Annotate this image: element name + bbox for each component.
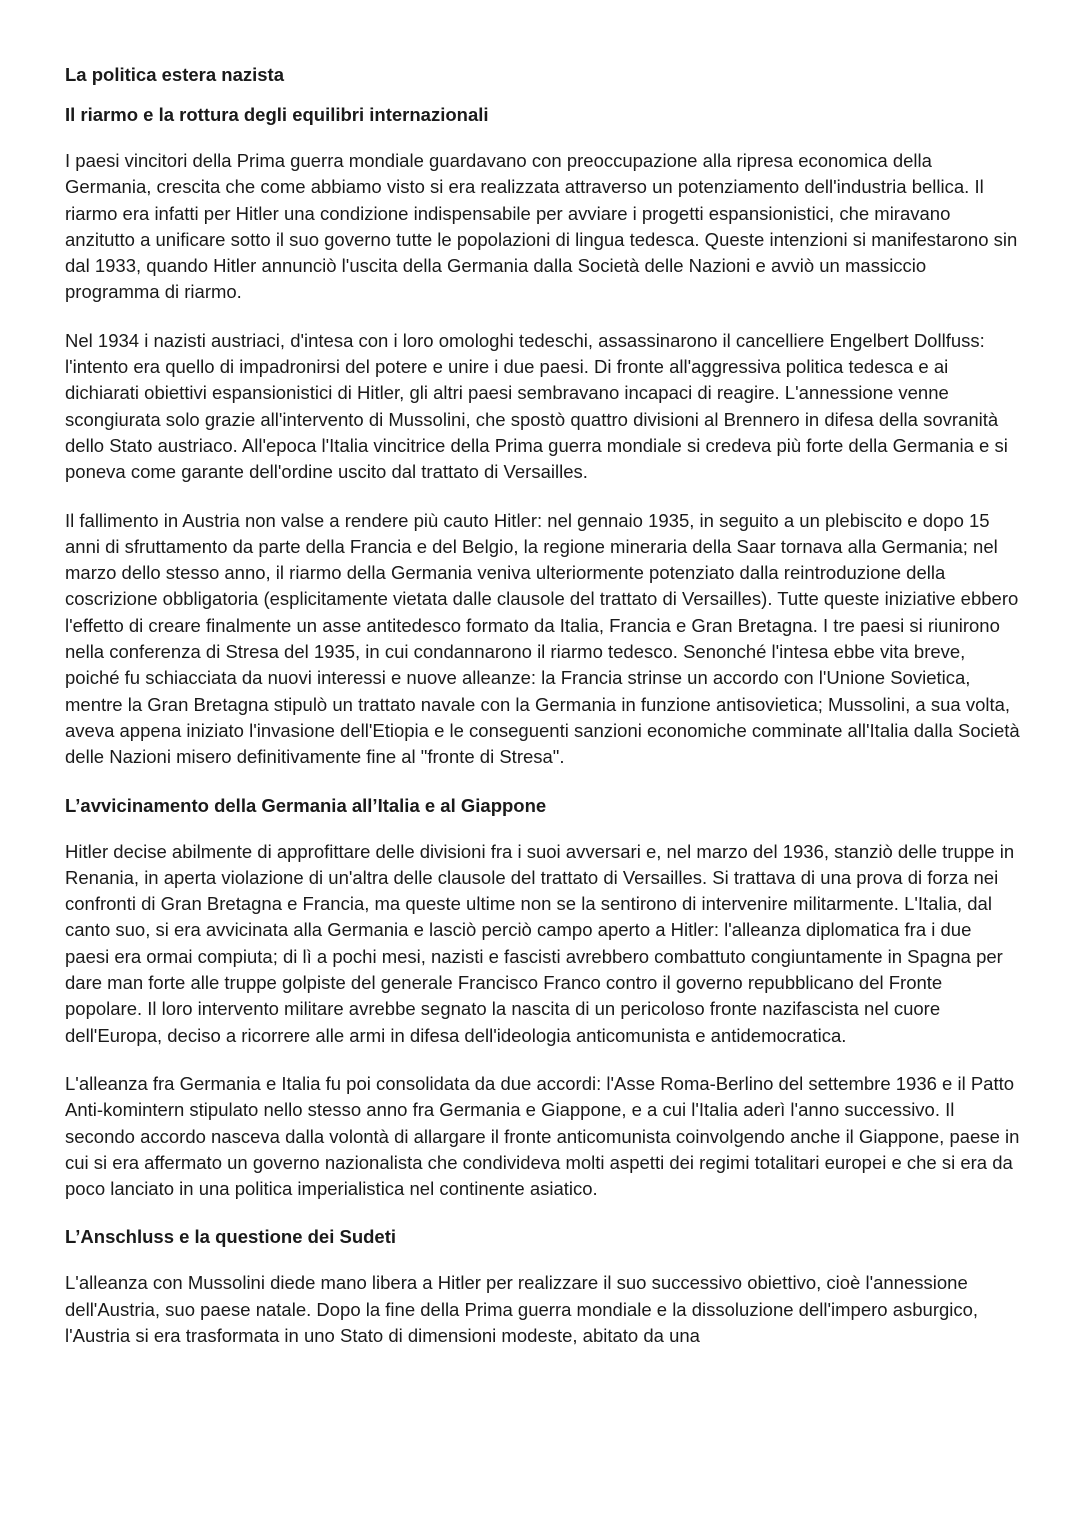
- paragraph: L'alleanza fra Germania e Italia fu poi consolidata da due accordi: l'Asse Roma-Berlino del settembre 1936 e il Patto Anti-komintern stipulato nello stesso anno fra Germania e Giappone, e a cui l'Italia aderì l'anno successivo. Il secondo accordo nasceva dalla volontà di allargare il fronte anticomunista coinvolgendo anche il Giappone, paese in cui si era affermato un governo nazionalista che condivideva molti aspetti dei regimi totalitari europei e che si era da poco lanciato in una politica imperialistica nel continente asiatico.: [65, 1072, 1020, 1200]
- section-riarmo: [65, 102, 1020, 771]
- paragraph: L'alleanza con Mussolini diede mano libera a Hitler per realizzare il suo successivo obiettivo, cioè l'annessione dell'Austria, suo paese natale. Dopo la fine della Prima guerra mondiale e la dissoluzione dell'impero asburgico, l'Austria si era trasformata in uno Stato di dimensioni modeste, abitato da una: [65, 1272, 979, 1346]
- section-heading: L’avvicinamento della Germania all’Italia e al Giappone: [65, 794, 547, 816]
- section-heading: Il riarmo e la rottura degli equilibri internazionali: [65, 104, 489, 125]
- document-page: [65, 62, 1020, 1371]
- paragraph: I paesi vincitori della Prima guerra mondiale guardavano con preoccupazione alla ripresa economica della Germania, crescita che come abbiamo visto si era realizzata attraverso un potenziamento dell'industria bellica. Il riarmo era infatti per Hitler una condizione indispensabile per avviare i progetti espansionistici, che miravano anzitutto a unificare sotto il suo governo tutte le popolazioni di lingua tedesca. Queste intenzioni si manifestarono sin dal 1933, quando Hitler annunciò l'uscita della Germania dalla Società delle Nazioni e avviò un massiccio programma di riarmo.: [65, 150, 1018, 303]
- paragraph: Nel 1934 i nazisti austriaci, d'intesa con i loro omologhi tedeschi, assassinarono il cancelliere Engelbert Dollfuss: l'intento era quello di impadronirsi del potere e unire i due paesi. Di fronte all'aggressiva politica tedesca e ai dichiarati obiettivi espansionistici di Hitler, gli altri paesi sembravano incapaci di reagire. L'annessione venne scongiurata solo grazie all'intervento di Mussolini, che spostò quattro divisioni al Brennero in difesa della sovranità dello Stato austriaco. All'epoca l'Italia vincitrice della Prima guerra mondiale si credeva più forte della Germania e si poneva come garante dell'ordine uscito dal trattato di Versailles.: [65, 329, 1008, 483]
- section-avvicinamento: [65, 793, 1020, 1203]
- paragraph: Hitler decise abilmente di approfittare delle divisioni fra i suoi avversari e, nel marzo del 1936, stanziò delle truppe in Renania, in aperta violazione di un'altra delle clausole del trattato di Versailles. Si trattava di una prova di forza nei confronti di Gran Bretagna e Francia, ma queste ultime non se la sentirono di intervenire militarmente. L'Italia, dal canto suo, si era avvicinata alla Germania e lasciò perciò campo aperto a Hitler: l'alleanza diplomatica fra i due paesi era ormai compiuta; di lì a pochi mesi, nazisti e fascisti avrebbero combattuto congiuntamente in Spagna per dare man forte alle truppe golpiste del generale Francisco Franco contro il governo repubblicano del Fronte popolare. Il loro intervento militare avrebbe segnato la nascita di un pericoloso fronte nazifascista nel cuore dell'Europa, deciso a ricorrere alle armi in difesa dell'ideologia anticomunista e antidemocratica.: [65, 840, 1015, 1046]
- document-title: La politica estera nazista: [65, 64, 285, 85]
- section-heading: L’Anschluss e la questione dei Sudeti: [65, 1226, 397, 1248]
- paragraph: Il fallimento in Austria non valse a rendere più cauto Hitler: nel gennaio 1935, in seguito a un plebiscito e dopo 15 anni di sfruttamento da parte della Francia e del Belgio, la regione mineraria della Saar tornava alla Germania; nel marzo dello stesso anno, il riarmo della Germania veniva ulteriormente potenziato dalla reintroduzione della coscrizione obbligatoria (esplicitamente vietata dalle clausole del trattato di Versailles). Tutte queste iniziative ebbero l'effetto di creare finalmente un asse antitedesco formato da Italia, Francia e Gran Bretagna. I tre paesi si riunirono nella conferenza di Stresa del 1935, in cui condannarono il riarmo tedesco. Senonché l'intesa ebbe vita breve, poiché fu schiacciata da nuovi interessi e nuove alleanze: la Francia strinse un accordo con l'Unione Sovietica, mentre la Gran Bretagna stipulò un trattato navale con la Germania in funzione antisovietica; Mussolini, a sua volta, aveva appena iniziato l'invasione dell'Etiopia e le conseguenti sanzioni economiche comminate all'Italia dalla Società delle Nazioni misero definitivamente fine al "fronte di Stresa".: [65, 509, 1020, 768]
- section-anschluss: [65, 1224, 1020, 1349]
